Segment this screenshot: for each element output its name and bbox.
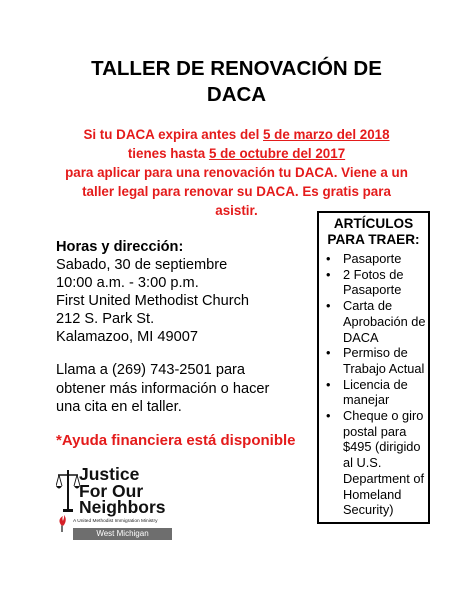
deadline-date: 5 de octubre del 2017 (208, 146, 346, 161)
event-venue: First United Methodist Church (56, 293, 250, 309)
contact-line-1: Llama a (269) 743-2501 para (56, 362, 246, 378)
logo-line-3: Neighbors (79, 497, 166, 517)
notice-line-5: asistir. (215, 203, 258, 218)
title-line-2: DACA (206, 83, 267, 106)
logo-tagline: A United Methodist Immigration Ministry (73, 519, 158, 524)
items-list (325, 251, 427, 518)
event-street: 212 S. Park St. (56, 311, 155, 327)
notice-line-3: para aplicar para una renovación tu DACA. Viene a un (65, 165, 408, 180)
items-box-title-2: PARA TRAER: (327, 232, 420, 247)
logo-line-2: For Our (79, 480, 144, 501)
deadline-notice (30, 125, 443, 220)
contact-info (56, 361, 316, 417)
title-line-1: TALLER DE RENOVACIÓN DE (91, 57, 382, 80)
list-item: • Pasaporte (325, 251, 427, 267)
logo-line-1: Justice (79, 464, 140, 484)
contact-line-3: una cita en el taller. (56, 399, 182, 416)
list-item: • Licencia de manejar (325, 377, 427, 408)
notice-line-4: taller legal para renovar su DACA. Es gratis para (82, 184, 391, 199)
logo-wordmark (79, 466, 166, 516)
items-box-title-1: ARTÍCULOS (333, 216, 414, 231)
financial-aid-note: *Ayuda financiera está disponible (56, 432, 296, 449)
notice-line-2 (30, 144, 443, 163)
list-item: • Cheque o giro postal para $495 (dirigido al U.S. Department of Homeland Security) (325, 408, 427, 518)
page-title (0, 56, 473, 108)
hours-heading: Horas y dirección: (56, 239, 184, 255)
event-city: Kalamazoo, MI 49007 (56, 329, 198, 345)
list-item: • Carta de Aprobación de DACA (325, 298, 427, 345)
logo-region-banner: West Michigan (73, 528, 172, 540)
items-box-title (319, 216, 428, 248)
event-date: Sabado, 30 de septiembre (56, 257, 228, 273)
list-item: • Permiso de Trabajo Actual (325, 345, 427, 376)
expiry-date: 5 de marzo del 2018 (263, 127, 390, 142)
event-time: 10:00 a.m. - 3:00 p.m. (56, 275, 199, 291)
notice-l2-text: tienes hasta (127, 146, 209, 161)
jfon-logo (56, 466, 176, 546)
notice-l1-text: Si tu DACA expira antes del (83, 127, 264, 142)
notice-line-1 (30, 125, 443, 144)
items-to-bring-box (317, 211, 430, 524)
contact-line-2: obtener más información o hacer (56, 380, 270, 397)
list-item: • 2 Fotos de Pasaporte (325, 267, 427, 298)
